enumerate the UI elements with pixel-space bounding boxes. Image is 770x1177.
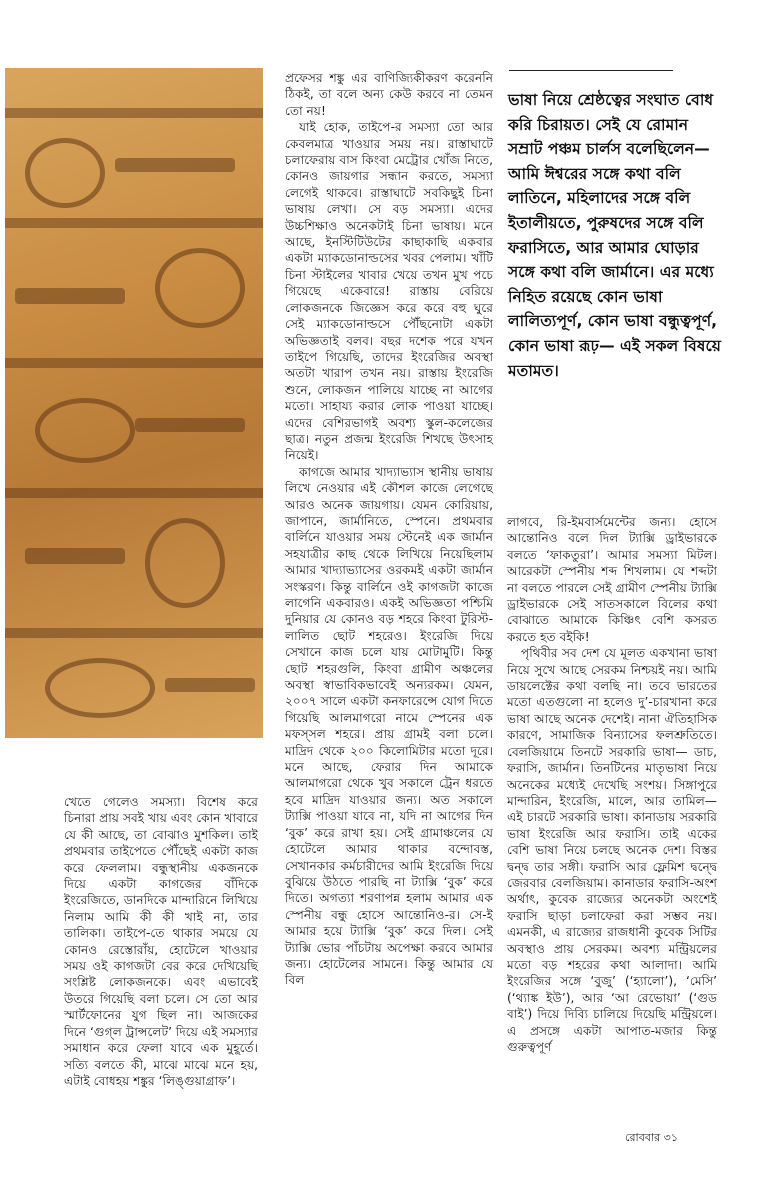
- paragraph: প্রফেসর শঙ্কু এর বাণিজ্যিকীকরণ করেননি ঠিকই, তা বলে অন্য কেউ করবে না তেমন তো নয়!: [285, 71, 493, 118]
- article-column-1: [64, 794, 258, 1089]
- article-column-3: [507, 514, 717, 1055]
- paragraph: কাগজে আমার খাদ্যাভ্যাস স্থানীয় ভাষায় লিখে নেওয়ার এই কৌশল কাজে লেগেছে আরও অনেক জায়গায়। যেমন কোরিয়ায়, জাপানে, জার্মানিতে, স্পেনে। প্রথমবার বার্লিনে যাওয়ার সময় স্টেনেই এক জার্মান সহযাত্রীর কাছ থেকে লিখিয়ে নিয়েছিলাম আমার খাদ্যাভ্যাসের ওরকমই একটা জার্মান সংস্করণ। কিন্তু বার্লিনে ওই কাগজটা কাজে লাগেনি একবারও। একই অভিজ্ঞতা পশ্চিমি দুনিয়ার যে কোনও বড় শহরে কিংবা টুরিস্ট-লালিত ছোট শহরেও। ইংরেজি দিয়ে সেখানে কাজ চলে যায় মোটামুটি। কিন্তু ছোট শহরগুলি, কিংবা গ্রামীণ অঞ্চলের অবস্থা স্বাভাবিকভাবেই অন্যরকম। যেমন, ২০০৭ সালে একটা কনফারেন্সে যোগ দিতে গিয়েছি আলমাগরো নামে স্পেনের এক মফস্সল শহরে। প্রায় গ্রামই বলা চলে। মাদ্রিদ থেকে ২০০ কিলোমিটার মতো দূরে। মনে আছে, ফেরার দিন আমাকে আলমাগরো থেকে খুব সকালে ট্রেন ধরতে হবে মাদ্রিদ যাওয়ার জন্য। অত সকালে ট্যাক্সি পাওয়া যাবে না, যদি না আগের দিন ‘বুক’ করে রাখা হয়। সেই গ্রামাঞ্চলের যে হোটেলে আমার থাকার বন্দোবস্ত, সেখানকার কর্মচারীদের আমি ইংরেজি দিয়ে বুঝিয়ে উঠতে পারছি না ট্যাক্সি ‘বুক’ করে দিতে। অগত্যা শরণাপন্ন হলাম আমার এক স্পেনীয় বন্ধু হোসে আন্তোনিও-র। সে-ই আমার হয়ে ট্যাক্সি ‘বুক’ করে দিল। সেই ট্যাক্সি ভোর পাঁচটায় অপেক্ষা করবে আমার জন্য। হোটেলের সামনে। কিন্তু আমার যে বিল: [285, 464, 493, 988]
- paragraph: যাই হোক, তাইপে-র সমস্যা তো আর কেবলমাত্র খাওয়ার সময় নয়। রাস্তাঘাটে চলাফেরায় বাস কিংবা মেট্রোর খোঁজ নিতে, কোনও জায়গার সন্ধান করতে, সমস্যা লেগেই থাকবে। রাস্তাঘাটে সবকিছুই চিনা ভাষায় লেখা। সে বড় সমস্যা। এদের উচ্চশিক্ষাও অনেকটাই চিনা ভাষায়। মনে আছে, ইনস্টিটিউটের কাছাকাছি একবার একটা ম্যাকডোনাল্ডসের খবর পেলাম। খাঁটি চিনা স্টাইলের খাবার খেয়ে তখন মুখ পচে গিয়েছে একেবারে! রাস্তায় বেরিয়ে লোকজনকে জিজ্ঞেস করে করে বহু ঘুরে সেই ম্যাকডোনাল্ডসে পৌঁছনোটা একটা অভিজ্ঞতাই বলব। বছর দশেক পরে যখন তাইপে গিয়েছি, তাদের ইংরেজির অবস্থা অতটা খারাপ তখন নয়। রাস্তায় ইংরেজি শুনে, লোকজন পালিয়ে যাচ্ছে না আগের মতো। সাহায্য করার লোক পাওয়া যাচ্ছে। এদের বেশিরভাগই অবশ্য স্কুল-কলেজের ছাত্র। নতুন প্রজন্ম ইংরেজি শিখছে উৎসাহ নিয়েই।: [285, 120, 493, 463]
- article-column-2: [285, 70, 493, 989]
- pull-quote-rule: [509, 70, 673, 71]
- paragraph: পৃথিবীর সব দেশ যে মূলত একখানা ভাষা নিয়ে সুখে আছে সেরকম নিশ্চয়ই নয়। আমি ডায়লেক্টের কথা বলছি না। তবে ভারতের মতো এতগুলো না হলেও দু’-চারখানা করে ভাষা আছে অনেক দেশেই। নানা ঐতিহাসিক কারণে, সামাজিক বিন্যাসের ফলশ্রুতিতে। বেলজিয়ামে তিনটে সরকারি ভাষা— ডাচ, ফরাসি, জার্মান। তিনটিনের মাতৃভাষা নিয়ে অনেকের মধ্যেই দেখেছি সংশয়। সিঙ্গাপুরে মান্দারিন, ইংরেজি, মালে, আর তামিল— এই চারটে সরকারি ভাষা। কানাডায় সরকারি ভাষা ইংরেজি আর ফরাসি। তাই একের বেশি ভাষা নিয়ে চলছে অনেক দেশ। বিস্তর দ্বন্দ্ব তার সঙ্গী। ফরাসি আর ফ্লেমিশ দ্বন্দ্বে জেরবার বেলজিয়াম। কানাডার ফরাসি-অংশ অর্থাৎ, কুবেক রাজ্যের অনেকটা অংশেই ফরাসি ছাড়া চলাফেরা করা সম্ভব নয়। এমনকী, এ রাজ্যের রাজধানী কুবেক সিটির অবস্থাও প্রায় সেরকম। অবশ্য মন্ট্রিয়লের মতো বড় শহরের কথা আলাদা। আমি ইংরেজির সঙ্গে ‘বুজু’ (‘হ্যালো’), ‘মেসি’ (‘থ্যাঙ্ক ইউ’), আর ‘আ রেভোয়া’ (‘গুড বাই’) দিয়ে দিব্যি চালিয়ে দিয়েছি মন্ট্রিয়লে। এ প্রসঙ্গে একটা আপাত-মজার কিন্তু গুরুত্বপূর্ণ: [507, 646, 717, 1054]
- pull-quote: ভাষা নিয়ে শ্রেষ্ঠত্বের সংঘাত বোধ করি চিরায়ত। সেই যে রোমান সম্রাট পঞ্চম চার্লস বলেছিলেন— আমি ঈশ্বরের সঙ্গে কথা বলি লাতিনে, মহিলাদের সঙ্গে বলি ইতালীয়তে, পুরুষদের সঙ্গে বলি ফরাসিতে, আর আমার ঘোড়ার সঙ্গে কথা বলি জার্মানে। এর মধ্যে নিহিত রয়েছে কোন ভাষা লালিত্যপূর্ণ, কোন ভাষা বন্ধুত্বপূর্ণ, কোন ভাষা রূঢ়— এই সকল বিষয়ে মতামত।: [508, 91, 721, 380]
- paragraph: খেতে গেলেও সমস্যা। বিশেষ করে চিনারা প্রায় সবই খায় এবং কোন খাবারে যে কী আছে, তা বোঝাও মুশকিল। তাই প্রথমবার তাইপেতে পৌঁছেই একটা কাজ করে ফেললাম। বন্ধুস্থানীয় একজনকে দিয়ে একটা কাগজের বাঁদিকে ইংরেজিতে, ডানদিকে মান্দারিনে লিখিয়ে নিলাম আমি কী কী খাই না, তার তালিকা। তাইপে-তে থাকার সময়ে যে কোনও রেস্তোরাঁয়, হোটেলে খাওয়ার সময় ওই কাগজটা বের করে দেখিয়েছি সংশ্লিষ্ট লোকজনকে। এবং এভাবেই উতরে গিয়েছি বলা চলে। সে তো আর স্মার্টফোনের যুগ ছিল না। আজকের দিনে ‘গুগ্‌ল ট্রান্সলেট’ দিয়ে এই সমস্যার সমাধান করে ফেলা যাবে এক মুহূর্তে। সত্যি বলতে কী, মাঝে মাঝে মনে হয়, এটাই বোধহয় শঙ্কুর ‘লিঙ্গুয়াগ্রাফ’।: [64, 795, 258, 1088]
- hieroglyph-wall-photo: [5, 68, 263, 738]
- paragraph: লাগবে, রি-ইমবার্সমেন্টের জন্য। হোসে আন্তোনিও বলে দিল ট্যাক্সি ড্রাইভারকে বলতে ‘ফাকতুরা’। আমার সমস্যা মিটল। আরেকটা স্পেনীয় শব্দ শিখলাম। যে শব্দটা না বলতে পারলে সেই গ্রামীণ স্পেনীয় ট্যাক্সি ড্রাইভারকে সেই সাতসকালে বিলের কথা বোঝাতে আমাকে কিঞ্চিৎ বেশি কসরত করতে হত বইকি!: [507, 515, 717, 644]
- page-folio: রোববার ৩১: [625, 1131, 678, 1144]
